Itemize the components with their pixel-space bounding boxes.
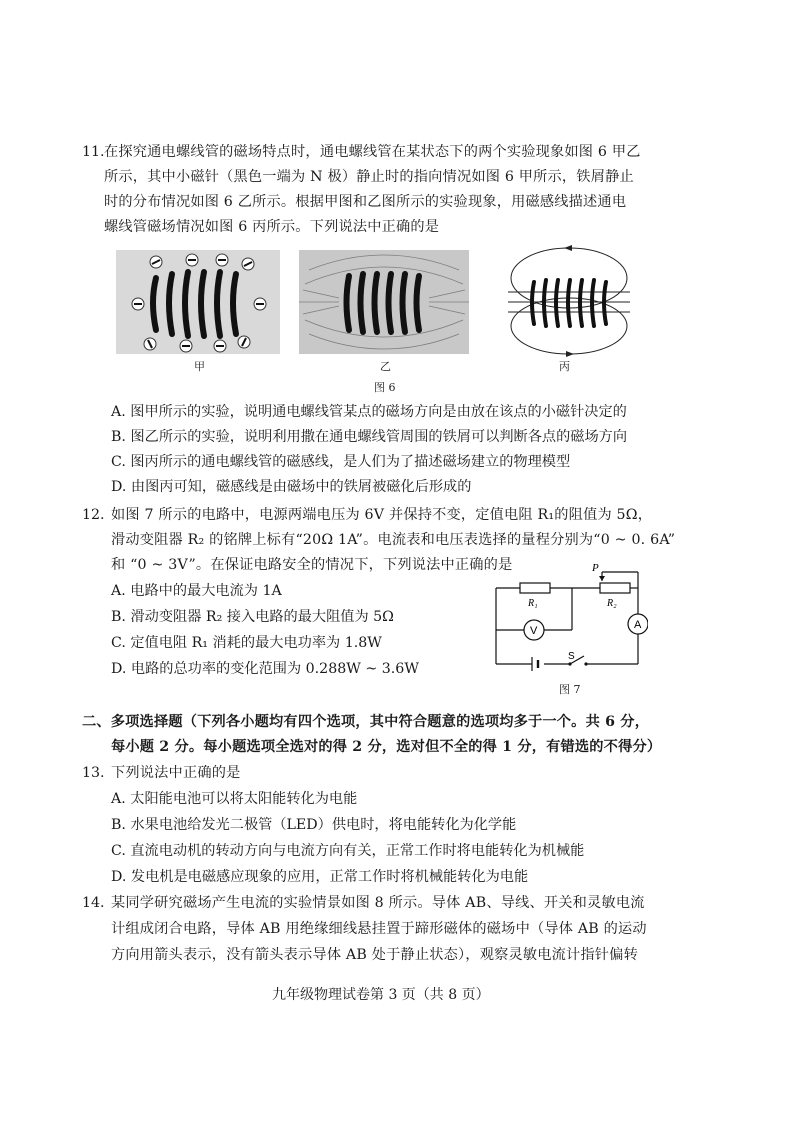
q11-option-a: A. 图甲所示的实验，说明通电螺线管某点的磁场方向是由放在该点的小磁针决定的 — [111, 404, 627, 420]
q13-stem: 下列说法中正确的是 — [111, 765, 241, 781]
q12-line-3: 和 “0 ~ 3V”。在保证电路安全的情况下，下列说法中正确的是 — [111, 557, 513, 573]
q13-option-d: D. 发电机是电磁感应现象的应用，正常工作时将机械能转化为电能 — [111, 869, 529, 885]
q11-line-1: 在探究通电螺线管的磁场特点时，通电螺线管在某状态下的两个实验现象如图 6 甲乙 — [104, 144, 641, 160]
q14-line-1: 某同学研究磁场产生电流的实验情景如图 8 所示。导体 AB、导线、开关和灵敏电流 — [111, 895, 645, 911]
q11-option-c: C. 图丙所示的通电螺线管的磁感线，是人们为了描述磁场建立的物理模型 — [111, 454, 571, 470]
q13-option-a: A. 太阳能电池可以将太阳能转化为电能 — [111, 791, 358, 807]
circuit-label-a: A — [634, 619, 642, 631]
figure-6-label-yi: 乙 — [380, 360, 391, 373]
q14-line-2: 计组成闭合电路，导体 AB 用绝缘细线悬挂置于蹄形磁体的磁场中（导体 AB 的运动 — [111, 921, 647, 937]
q12-option-c: C. 定值电阻 R₁ 消耗的最大电功率为 1.8W — [111, 635, 382, 651]
q12-number: 12. — [82, 507, 105, 523]
q11-line-3: 时的分布情况如图 6 乙所示。根据甲图和乙图所示的实验现象，用磁感线描述通电 — [104, 194, 627, 210]
q12-option-d: D. 电路的总功率的变化范围为 0.288W ~ 3.6W — [111, 661, 419, 677]
figure-7-caption: 图 7 — [559, 683, 581, 696]
q12-option-a: A. 电路中的最大电流为 1A — [111, 583, 282, 599]
q11-option-d: D. 由图丙可知，磁感线是由磁场中的铁屑被磁化后形成的 — [111, 479, 472, 495]
q12-line-1: 如图 7 所示的电路中，电源两端电压为 6V 并保持不变，定值电阻 R₁的阻值为 5Ω， — [111, 507, 653, 523]
page-footer: 九年级物理试卷第 3 页（共 8 页） — [272, 987, 490, 1003]
q13-option-b: B. 水果电池给发光二极管（LED）供电时，将电能转化为化学能 — [111, 817, 517, 833]
q11-line-2: 所示，其中小磁针（黑色一端为 N 极）静止时的指向情况如图 6 甲所示，铁屑静止 — [104, 169, 634, 185]
figure-6-label-jia: 甲 — [194, 360, 205, 373]
figure-6-yi — [299, 250, 469, 354]
figure-6-label-bing: 丙 — [559, 360, 570, 373]
figure-6-caption: 图 6 — [374, 381, 396, 394]
section-2-line-2: 每小题 2 分。每小题选项全选对的得 2 分，选对但不全的得 1 分，有错选的不得分） — [111, 739, 662, 755]
circuit-label-r2: R₂ — [607, 598, 617, 609]
q14-line-3: 方向用箭头表示，没有箭头表示导体 AB 处于静止状态），观察灵敏电流计指针偏转 — [111, 947, 638, 963]
q12-option-b: B. 滑动变阻器 R₂ 接入电路的最大阻值为 5Ω — [111, 609, 394, 625]
q14-number: 14. — [82, 895, 105, 911]
q11-line-4: 螺线管磁场情况如图 6 丙所示。下列说法中正确的是 — [104, 219, 440, 235]
section-2-line-1: 二、多项选择题（下列各小题均有四个选项，其中符合题意的选项均多于一个。共 6 分， — [82, 714, 650, 730]
q13-option-c: C. 直流电动机的转动方向与电流方向有关，正常工作时将电能转化为机械能 — [111, 843, 585, 859]
q12-line-2: 滑动变阻器 R₂ 的铭牌上标有“20Ω 1A”。电流表和电压表选择的量程分别为“0 ~ 0. 6A” — [111, 532, 676, 548]
figure-6-bing — [506, 244, 632, 358]
circuit-label-r1: R₁ — [528, 598, 538, 609]
figure-6-jia — [116, 250, 280, 354]
circuit-label-s: S — [568, 651, 575, 662]
circuit-label-v: V — [530, 625, 538, 637]
q11-option-b: B. 图乙所示的实验，说明利用撒在通电螺线管周围的铁屑可以判断各点的磁场方向 — [111, 429, 628, 445]
q11-number: 11. — [82, 144, 105, 160]
figure-7-circuit — [488, 562, 648, 672]
q13-number: 13. — [82, 765, 105, 781]
circuit-label-p: P — [592, 562, 599, 574]
